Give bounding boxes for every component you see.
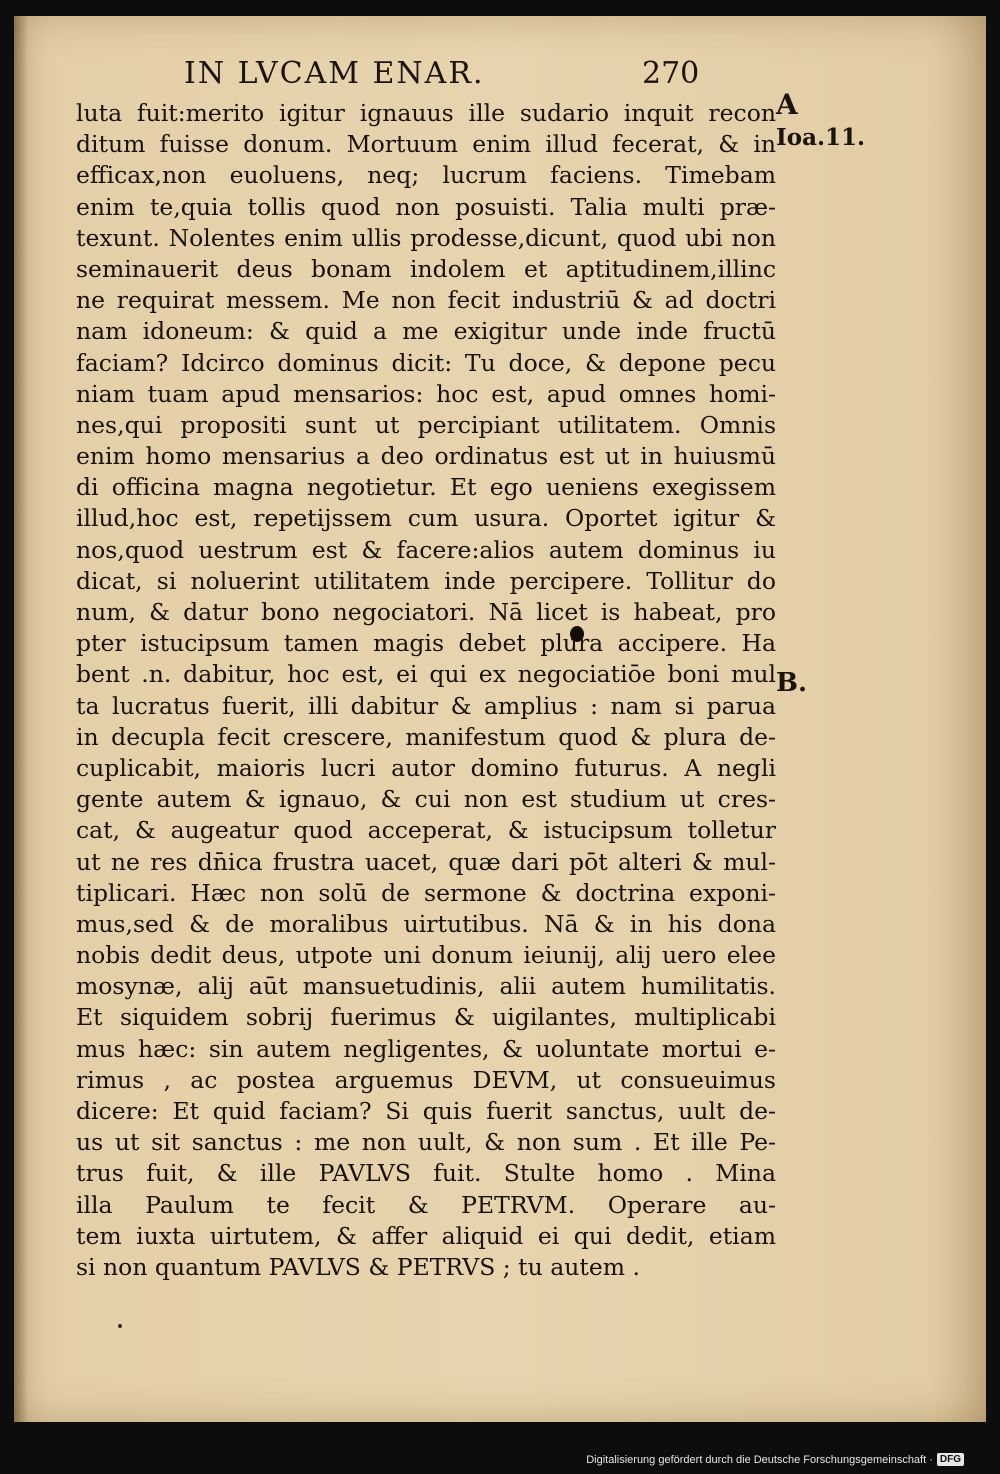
text-line: si non quantum PAVLVS & PETRVS ; tu autem . <box>76 1252 640 1281</box>
text-line: efficax,non euoluens, neq; lucrum faciens. Timebam <box>76 161 776 190</box>
text-line: faciam? Idcirco dominus dicit: Tu doce, & depone pecu <box>76 348 776 377</box>
text-line: in decupla fecit crescere, manifestum quod & plura de- <box>76 722 776 751</box>
running-head: IN LVCAM ENAR. <box>184 56 485 91</box>
text-line: mus hæc: sin autem negligentes, & uoluntate mortui e- <box>76 1034 776 1063</box>
text-line: num, & datur bono negociatori. Nā licet is habeat, pro <box>76 598 776 626</box>
text-line: nes,qui propositi sunt ut percipiant utilitatem. Omnis <box>76 410 776 439</box>
text-line: nobis dedit deus, utpote uni donum ieiunij, alij uero elee <box>76 941 776 970</box>
text-line: ta lucratus fuerit, illi dabitur & amplius : nam si parua <box>76 691 776 720</box>
text-line: luta fuit:merito igitur ignauus ille sudario inquit recon <box>76 99 776 127</box>
text-line: mosynæ, alij aūt mansuetudinis, alii autem humilitatis. <box>76 972 776 1001</box>
text-line: pter istucipsum tamen magis debet plura accipere. Ha <box>76 629 776 658</box>
text-line: ditum fuisse donum. Mortuum enim illud fecerat, & in <box>76 130 776 159</box>
digitization-credit <box>586 1453 964 1466</box>
text-line: seminauerit deus bonam indolem et aptitudinem,illinc <box>76 254 776 283</box>
ink-speck <box>118 1324 122 1328</box>
text-line: cat, & augeatur quod acceperat, & istucipsum tolletur <box>76 816 776 845</box>
text-line: illa Paulum te fecit & PETRVM. Operare au- <box>76 1190 776 1219</box>
text-line: enim te,quia tollis quod non posuisti. Talia multi præ- <box>76 192 776 221</box>
text-line: us ut sit sanctus : me non uult, & non sum . Et ille Pe- <box>76 1128 776 1157</box>
text-line: mus,sed & de moralibus uirtutibus. Nā & in his dona <box>76 909 776 938</box>
text-line: ut ne res dn̄ica frustra uacet, quæ dari pōt alteri & mul- <box>76 847 776 876</box>
text-line: cuplicabit, maioris lucri autor domino futurus. A negli <box>76 753 776 782</box>
text-line: enim homo mensarius a deo ordinatus est ut in huiusmū <box>76 442 776 471</box>
margin-note-reference: Ioa.11. <box>776 124 866 151</box>
text-line: trus fuit, & ille PAVLVS fuit. Stulte homo . Mina <box>76 1159 776 1188</box>
margin-note-a: A <box>776 88 798 121</box>
page-number: 270 <box>642 56 700 91</box>
text-line: texunt. Nolentes enim ullis prodesse,dicunt, quod ubi non <box>76 223 776 252</box>
text-line: ne requirat messem. Me non fecit industriū & ad doctri <box>76 286 776 315</box>
book-page <box>14 16 986 1422</box>
text-line: di officina magna negotietur. Et ego ueniens exegissem <box>76 473 776 502</box>
credit-text: Digitalisierung gefördert durch die Deutsche Forschungsgemeinschaft · <box>586 1453 933 1466</box>
text-line: Et siquidem sobrij fuerimus & uigilantes, multiplicabi <box>76 1003 776 1032</box>
text-line: tiplicari. Hæc non solū de sermone & doctrina exponi- <box>76 878 776 907</box>
text-line: gente autem & ignauo, & cui non est studium ut cres- <box>76 785 776 814</box>
text-line: rimus , ac postea arguemus DEVM, ut consueuimus <box>76 1065 776 1094</box>
margin-note-b: B. <box>776 668 808 698</box>
dfg-logo: DFG <box>937 1453 964 1466</box>
text-line: niam tuam apud mensarios: hoc est, apud omnes homi- <box>76 379 776 408</box>
text-line: bent .n. dabitur, hoc est, ei qui ex negociatiōe boni mul <box>76 660 776 689</box>
text-line: tem iuxta uirtutem, & affer aliquid ei qui dedit, etiam <box>76 1221 776 1250</box>
body-text <box>76 98 776 1283</box>
text-line: nam idoneum: & quid a me exigitur unde inde fructū <box>76 317 776 346</box>
text-line: illud,hoc est, repetijssem cum usura. Oportet igitur & <box>76 504 776 533</box>
text-line: nos,quod uestrum est & facere:alios autem dominus iu <box>76 535 776 564</box>
text-line: dicat, si noluerint utilitatem inde percipere. Tollitur do <box>76 566 776 595</box>
text-line: dicere: Et quid faciam? Si quis fuerit sanctus, uult de- <box>76 1097 776 1125</box>
